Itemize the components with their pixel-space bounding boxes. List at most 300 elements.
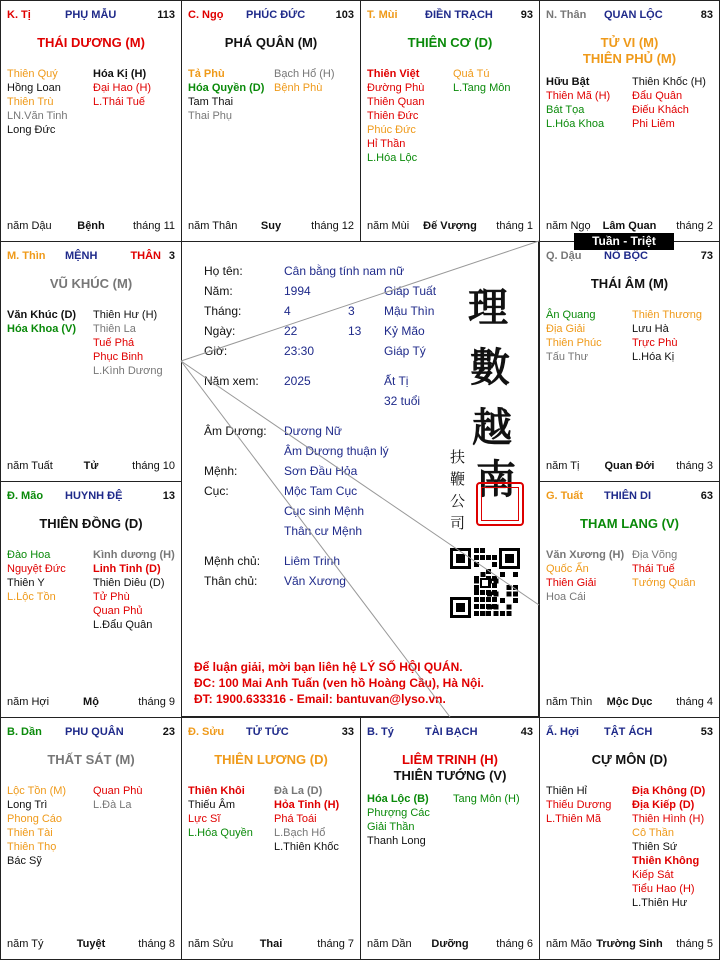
main-star: TỬ VI (M) [600, 35, 659, 50]
footer-stage: Đế Vượng [423, 220, 477, 232]
palace-cell-than [539, 0, 720, 242]
value-day-canchi: Kỷ Mão [384, 324, 425, 338]
palace-name: PHÚC ĐỨC [246, 9, 306, 21]
palace-header [546, 726, 713, 740]
palace-number: 23 [162, 726, 175, 738]
footer-year: năm Tuất [7, 460, 53, 472]
main-stars [540, 752, 719, 768]
minor-star: Ân Quang [546, 309, 596, 321]
minor-star: Thiên Khốc (H) [632, 76, 706, 88]
palace-position: Ấ. Hợi [546, 726, 579, 738]
calligraphy-char-1: 理 [468, 284, 508, 331]
main-star: LIÊM TRINH (H) [401, 752, 499, 767]
right-stars [93, 67, 151, 109]
palace-header [7, 490, 175, 504]
right-stars [274, 784, 339, 854]
calligraphy-char-4: 南 [476, 456, 516, 503]
minor-star: Giải Thần [367, 821, 415, 833]
left-stars [546, 784, 611, 826]
value-cuc-2: Cục sinh Mệnh [284, 504, 365, 518]
palace-position: M. Thìn [7, 250, 46, 262]
palace-position: K. Tị [7, 9, 31, 21]
palace-number: 113 [157, 9, 175, 21]
footer-stage: Mộc Dục [606, 696, 653, 708]
minor-star: Tấu Thư [546, 351, 589, 363]
minor-star: Hỉ Thần [367, 138, 406, 150]
footer-stage: Thai [259, 938, 283, 950]
minor-star: Hóa Quyền (D) [188, 82, 265, 94]
value-year-canchi: Giáp Tuất [384, 284, 437, 298]
minor-star: Hữu Bật [546, 76, 590, 88]
footer-month: tháng 11 [132, 220, 175, 232]
footer-month: tháng 4 [676, 696, 713, 708]
palace-cell-mui [360, 0, 540, 242]
palace-number: 13 [162, 490, 175, 502]
value-am-duong: Dương Nữ [284, 424, 342, 438]
minor-star: Bạch Hổ (H) [274, 68, 335, 80]
footer-year: năm Thân [188, 220, 238, 232]
footer-year: năm Dậu [7, 220, 52, 232]
value-month-solar: 4 [284, 304, 291, 318]
minor-star: Phong Cáo [7, 813, 63, 825]
minor-star: Đà La (D) [274, 785, 323, 797]
palace-footer [188, 938, 354, 951]
palace-cell-suu [181, 717, 361, 960]
footer-year: năm Mùi [367, 220, 410, 232]
value-year: 1994 [284, 284, 311, 298]
minor-star: Hóa Khoa (V) [7, 323, 77, 335]
minor-star: L.Hóa Quyền [188, 827, 253, 839]
minor-star: Hồng Loan [7, 82, 61, 94]
palace-header [7, 726, 175, 740]
label-name: Họ tên: [204, 264, 243, 278]
palace-position: C. Ngọ [188, 9, 224, 21]
palace-footer [7, 938, 175, 951]
minor-star: Hóa Lộc (B) [367, 793, 429, 805]
minor-star: Bệnh Phù [274, 82, 323, 94]
minor-star: L.Hóa Khoa [546, 118, 605, 130]
minor-star: Linh Tinh (D) [93, 563, 161, 575]
palace-cell-ngo [181, 0, 361, 242]
label-am-duong: Âm Dương: [204, 424, 267, 438]
footer-month: tháng 12 [311, 220, 354, 232]
palace-number: 3 [168, 250, 175, 262]
footer-year: năm Dần [367, 938, 412, 950]
value-menh: Sơn Đầu Hỏa [284, 464, 358, 478]
minor-star: Văn Khúc (D) [7, 309, 77, 321]
minor-star: Phúc Đức [367, 124, 416, 136]
minor-star: Thiên Thương [632, 309, 703, 321]
minor-star: Bát Tọa [546, 104, 585, 116]
palace-footer [546, 938, 713, 951]
minor-star: Thiên Trù [7, 96, 54, 108]
minor-star: Phục Binh [93, 351, 144, 363]
label-month: Tháng: [204, 304, 242, 318]
minor-star: Tả Phù [188, 68, 225, 80]
footer-stage: Trường Sinh [596, 938, 663, 950]
minor-star: Điếu Khách [632, 104, 689, 116]
value-than-chu: Văn Xương [284, 574, 346, 588]
left-stars [7, 784, 66, 868]
left-stars [7, 548, 66, 604]
footer-stage: Dưỡng [431, 938, 469, 950]
palace-position: N. Thân [546, 9, 587, 21]
palace-number: 73 [700, 250, 713, 262]
palace-header [7, 250, 175, 264]
main-star: THIÊN CƠ (D) [407, 35, 493, 50]
minor-star: L.Đà La [93, 799, 132, 811]
minor-star: Địa Kiếp (D) [632, 799, 695, 811]
tuan-triet-badge: Tuần - Triệt [574, 233, 674, 250]
minor-star: Long Trì [7, 799, 48, 811]
palace-cell-ti [0, 0, 182, 242]
palace-cell-mao [0, 481, 182, 718]
main-star: VŨ KHÚC (M) [49, 276, 133, 291]
palace-header [188, 726, 354, 740]
minor-star: Thiên Y [7, 577, 45, 589]
right-stars [453, 792, 520, 806]
minor-star: Thiếu Âm [188, 799, 236, 811]
main-stars [361, 35, 539, 51]
palace-name: QUAN LỘC [604, 9, 663, 21]
palace-footer [546, 460, 713, 473]
palace-footer [367, 220, 533, 233]
main-star: PHÁ QUÂN (M) [224, 35, 318, 50]
minor-star: Địa Giải [546, 323, 586, 335]
footer-stage: Suy [260, 220, 282, 232]
small-calligraphy-3: 公 [450, 492, 466, 510]
minor-star: Quan Phù [93, 785, 143, 797]
minor-star: Tam Thai [188, 96, 234, 108]
small-calligraphy-1: 扶 [450, 448, 466, 466]
palace-number: 63 [700, 490, 713, 502]
minor-star: Thiên Giải [546, 577, 597, 589]
right-stars [93, 784, 143, 812]
left-stars [188, 784, 253, 840]
palace-cell-tuat [539, 481, 720, 718]
left-stars [367, 792, 430, 848]
palace-header [7, 9, 175, 23]
minor-star: Bác Sỹ [7, 855, 42, 867]
value-hour: 23:30 [284, 344, 315, 358]
palace-header [367, 9, 533, 23]
minor-star: Thiên Việt [367, 68, 420, 80]
main-stars [540, 276, 719, 292]
main-star: THÁI ÂM (M) [590, 276, 669, 291]
palace-number: 43 [520, 726, 533, 738]
left-stars [546, 75, 610, 131]
minor-star: L.Hóa Lộc [367, 152, 418, 164]
footer-month: tháng 7 [317, 938, 354, 950]
palace-footer [367, 938, 533, 951]
palace-cell-dan [0, 717, 182, 960]
small-calligraphy-4: 司 [450, 514, 466, 532]
minor-star: Thiên Mã (H) [546, 90, 611, 102]
minor-star: Thiên Hỉ [546, 785, 587, 797]
right-stars [453, 67, 510, 95]
minor-star: Thiên Không [632, 855, 700, 867]
palace-position: G. Tuất [546, 490, 584, 502]
minor-star: Thiếu Dương [546, 799, 612, 811]
value-day-solar: 22 [284, 324, 298, 338]
minor-star: Thiên Hình (H) [632, 813, 705, 825]
left-stars [367, 67, 424, 165]
palace-name: TẬT ÁCH [604, 726, 653, 738]
minor-star: Thanh Long [367, 835, 426, 847]
palace-name: HUYNH ĐỆ [65, 490, 123, 502]
right-stars [632, 75, 706, 131]
right-stars [274, 67, 335, 95]
footer-year: năm Mão [546, 938, 592, 950]
main-star: THAM LANG (V) [580, 516, 679, 531]
minor-star: Thiên Khôi [188, 785, 245, 797]
main-star: THIÊN LƯƠNG (D) [214, 752, 328, 767]
label-cuc: Cục: [204, 484, 229, 498]
main-stars [361, 752, 539, 784]
palace-header [546, 9, 713, 23]
minor-star: Địa Không (D) [632, 785, 706, 797]
main-stars [182, 752, 360, 768]
main-stars [1, 752, 181, 768]
minor-star: L.Thiên Khốc [274, 841, 339, 853]
main-star: THIÊN TƯỚNG (V) [393, 768, 507, 783]
minor-star: Kiếp Sát [632, 869, 674, 881]
calligraphy-char-3: 越 [472, 404, 512, 451]
main-stars [540, 516, 719, 532]
palace-name: TÀI BẠCH [425, 726, 478, 738]
minor-star: Đường Phù [367, 82, 425, 94]
main-stars [1, 276, 181, 292]
main-stars [1, 516, 181, 532]
minor-star: Thiên Quý [7, 68, 58, 80]
minor-star: Tướng Quân [632, 577, 696, 589]
qr-code-icon[interactable] [450, 548, 520, 618]
palace-header [546, 490, 713, 504]
footer-year: năm Ngọ [546, 220, 591, 232]
calligraphy-char-2: 數 [470, 344, 510, 391]
label-day: Ngày: [204, 324, 236, 338]
minor-star: Thiên Tài [7, 827, 53, 839]
palace-position: Đ. Sửu [188, 726, 225, 738]
palace-name: PHU QUÂN [65, 726, 124, 738]
footer-year: năm Tý [7, 938, 44, 950]
minor-star: Đẩu Quân [632, 90, 683, 102]
minor-star: L.Đẩu Quân [93, 619, 153, 631]
minor-star: Long Đức [7, 124, 56, 136]
palace-name: THIÊN DI [604, 490, 652, 502]
contact-line-1: Để luận giải, mời bạn liên hệ LÝ SỐ HỘI QUÁN. [194, 660, 463, 674]
label-menh: Mệnh: [204, 464, 238, 478]
minor-star: Nguyệt Đức [7, 563, 66, 575]
palace-name: MỆNH [65, 250, 98, 262]
minor-star: Lộc Tồn (M) [7, 785, 67, 797]
palace-position: Q. Dậu [546, 250, 582, 262]
palace-name: NÔ BỘC [604, 250, 648, 262]
palace-position: T. Mùi [367, 9, 398, 21]
minor-star: L.Kình Dương [93, 365, 163, 377]
palace-cell-hoi [539, 717, 720, 960]
footer-month: tháng 5 [676, 938, 713, 950]
palace-name: TỬ TỨC [246, 726, 289, 738]
minor-star: Quốc Ấn [546, 563, 589, 575]
main-stars [182, 35, 360, 51]
palace-number: 53 [700, 726, 713, 738]
minor-star: Phượng Các [367, 807, 430, 819]
footer-month: tháng 6 [496, 938, 533, 950]
footer-month: tháng 1 [496, 220, 533, 232]
palace-position: B. Tý [367, 726, 394, 738]
small-calligraphy-2: 鞭 [450, 470, 466, 488]
palace-footer [546, 220, 713, 233]
footer-stage: Mộ [83, 696, 99, 708]
palace-number: 93 [520, 9, 533, 21]
value-cuc: Mộc Tam Cục [284, 484, 358, 498]
footer-year: năm Tị [546, 460, 580, 472]
footer-month: tháng 2 [676, 220, 713, 232]
minor-star: Thiên La [93, 323, 136, 335]
label-hour: Giờ: [204, 344, 228, 358]
right-stars [93, 548, 175, 632]
palace-footer [7, 696, 175, 709]
minor-star: L.Thái Tuế [93, 96, 145, 108]
minor-star: Thái Tuế [632, 563, 675, 575]
minor-star: Tang Môn (H) [453, 793, 520, 805]
minor-star: L.Lộc Tồn [7, 591, 56, 603]
value-am-duong-2: Âm Dương thuận lý [284, 444, 389, 458]
palace-name: PHỤ MẪU [65, 9, 117, 21]
minor-star: Cô Thần [632, 827, 674, 839]
than-marker: THÂN [130, 250, 161, 262]
palace-cell-ty [360, 717, 540, 960]
minor-star: Thiên Đức [367, 110, 419, 122]
left-stars [546, 548, 624, 604]
palace-number: 83 [700, 9, 713, 21]
palace-header [188, 9, 354, 23]
minor-star: Địa Võng [632, 549, 678, 561]
palace-position: B. Dần [7, 726, 42, 738]
minor-star: Hoa Cái [546, 591, 586, 603]
palace-header [546, 250, 713, 264]
value-menh-chu: Liêm Trinh [284, 554, 341, 568]
minor-star: Phá Toái [274, 813, 317, 825]
minor-star: Thiên Diêu (D) [93, 577, 165, 589]
right-stars [632, 548, 696, 590]
minor-star: Quan Phủ [93, 605, 143, 617]
palace-cell-dau [539, 241, 720, 482]
footer-month: tháng 3 [676, 460, 713, 472]
palace-cell-thin [0, 241, 182, 482]
footer-month: tháng 9 [138, 696, 175, 708]
minor-star: Trực Phù [632, 337, 678, 349]
value-day-lunar: 13 [348, 324, 362, 338]
minor-star: Hỏa Tinh (H) [274, 799, 340, 811]
footer-year: năm Thìn [546, 696, 593, 708]
minor-star: Thiên Thọ [7, 841, 57, 853]
minor-star: L.Bạch Hổ [274, 827, 326, 839]
main-star: THIÊN PHỦ (M) [582, 51, 677, 66]
palace-position: Đ. Mão [7, 490, 44, 502]
label-than-chu: Thân chủ: [204, 574, 258, 588]
minor-star: L.Hóa Kị [632, 351, 675, 363]
main-star: THÁI DƯƠNG (M) [37, 35, 145, 50]
footer-year: năm Sửu [188, 938, 234, 950]
contact-line-3: ĐT: 1900.633316 - Email: bantuvan@lyso.vn. [194, 692, 446, 706]
minor-star: Tiểu Hao (H) [632, 883, 695, 895]
minor-star: Văn Xương (H) [546, 549, 625, 561]
footer-stage: Tử [83, 460, 99, 472]
footer-stage: Quan Đới [604, 460, 655, 472]
value-month-canchi: Mậu Thìn [384, 304, 435, 318]
palace-number: 103 [335, 9, 354, 21]
minor-star: Hóa Kị (H) [93, 68, 147, 80]
main-star: THIÊN ĐỒNG (D) [39, 516, 143, 531]
center-info-panel [181, 241, 539, 717]
left-stars [546, 308, 602, 364]
minor-star: Thiên Quan [367, 96, 425, 108]
value-cuc-3: Thân cư Mệnh [284, 524, 363, 538]
palace-footer [7, 460, 175, 473]
minor-star: Quả Tú [453, 68, 490, 80]
left-stars [7, 67, 68, 137]
minor-star: Tuế Phá [93, 337, 135, 349]
footer-stage: Bệnh [77, 220, 105, 232]
label-year: Năm: [204, 284, 233, 298]
palace-footer [7, 220, 175, 233]
minor-star: Lực Sĩ [188, 813, 221, 825]
palace-name: ĐIỀN TRẠCH [425, 9, 493, 21]
footer-month: tháng 10 [132, 460, 175, 472]
value-view-year-canchi: Ất Tị [384, 374, 409, 388]
footer-stage: Tuyệt [76, 938, 106, 950]
minor-star: LN.Văn Tinh [7, 110, 68, 122]
right-stars [93, 308, 163, 378]
minor-star: Thiên Phúc [546, 337, 602, 349]
minor-star: Đại Hao (H) [93, 82, 152, 94]
minor-star: Thiên Sứ [632, 841, 678, 853]
palace-footer [188, 220, 354, 233]
minor-star: Thiên Hư (H) [93, 309, 158, 321]
right-stars [632, 308, 702, 364]
minor-star: Thai Phụ [188, 110, 233, 122]
minor-star: Phi Liêm [632, 118, 675, 130]
footer-stage: Lâm Quan [602, 220, 657, 232]
footer-year: năm Hợi [7, 696, 50, 708]
palace-number: 33 [341, 726, 354, 738]
minor-star: L.Thiên Hư [632, 897, 688, 909]
footer-month: tháng 8 [138, 938, 175, 950]
label-menh-chu: Mệnh chủ: [204, 554, 261, 568]
value-name: Cân bằng tính nam nữ [284, 264, 405, 278]
minor-star: Đào Hoa [7, 549, 51, 561]
right-stars [632, 784, 705, 910]
value-view-year: 2025 [284, 374, 311, 388]
red-seal-icon [476, 482, 524, 526]
value-hour-canchi: Giáp Tý [384, 344, 426, 358]
main-stars [540, 35, 719, 67]
minor-star: Kình dương (H) [93, 549, 175, 561]
palace-footer [546, 696, 713, 709]
minor-star: Lưu Hà [632, 323, 669, 335]
minor-star: L.Tang Môn [453, 82, 511, 94]
contact-line-2: ĐC: 100 Mai Anh Tuấn (ven hồ Hoàng Cầu), Hà Nội. [194, 676, 485, 690]
left-stars [188, 67, 264, 123]
value-age: 32 tuổi [384, 394, 421, 408]
value-month-lunar: 3 [348, 304, 355, 318]
palace-header [367, 726, 533, 740]
minor-star: L.Thiên Mã [546, 813, 602, 825]
main-star: CỰ MÔN (D) [591, 752, 668, 767]
main-stars [1, 35, 181, 51]
